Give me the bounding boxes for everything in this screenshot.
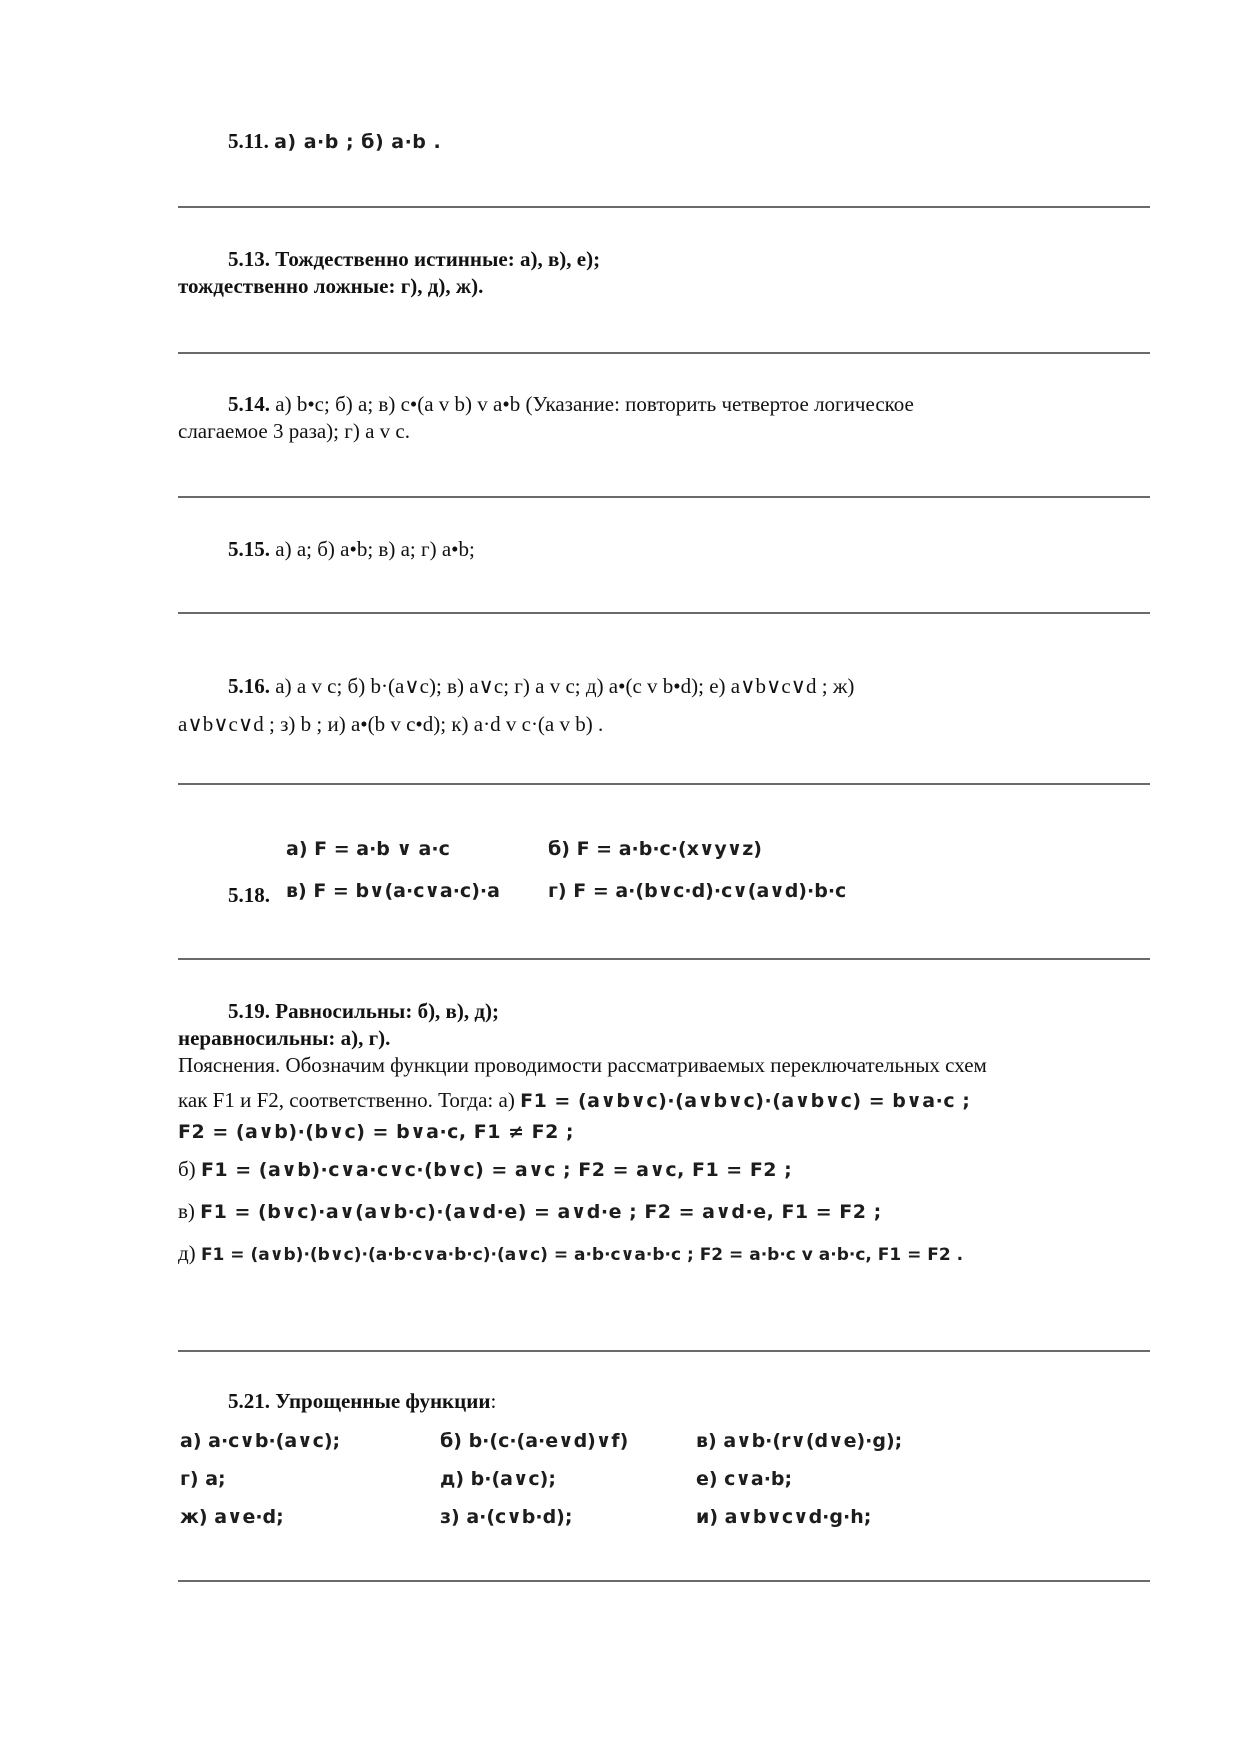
grid-cell: а) a·c∨b·(a∨c);: [180, 1430, 341, 1452]
grid-cell: ж) a∨e·d;: [180, 1506, 284, 1528]
answer-text: слагаемое 3 раза); г) a v c.: [178, 419, 411, 443]
divider: [178, 958, 1150, 960]
answer-text: а) b•c; б) a; в) c•(a v b) v a•b (Указание: повторить четвертое логическое: [275, 392, 914, 416]
colon: :: [490, 1389, 497, 1413]
formula-5-18-b: б) F = a·b·c·(x∨y∨z): [548, 838, 762, 860]
grid-cell: е) c∨a·b;: [696, 1468, 793, 1490]
formula-5-18-v: в) F = b∨(a·c∨a·c)·a: [286, 880, 500, 902]
answer-number: 5.11.: [228, 129, 269, 153]
grid-cell: д) b·(a∨c);: [440, 1468, 556, 1490]
formula: F1 = (a∨b)·(b∨c)·(a·b·c∨a·b·c)·(a∨c) = a·b·c∨a·b·c ; F2 = a·b·c v a·b·c, F1 = F2 .: [200, 1245, 964, 1265]
answer-text: a∨b∨c∨d ; з) b ; и) a•(b v c•d); к) a·d v c·(a v b) .: [178, 712, 604, 736]
answer-line: тождественно ложные: г), д), ж).: [178, 274, 484, 298]
item-label: б): [178, 1157, 196, 1181]
answer-5-19: [178, 998, 987, 1269]
answer-5-21: [178, 1388, 496, 1415]
answer-line: 5.13. Тождественно истинные: а), в), е);: [228, 247, 601, 271]
divider: [178, 496, 1150, 498]
grid-cell: з) a·(c∨b·d);: [440, 1506, 573, 1528]
divider: [178, 1350, 1150, 1352]
divider: [178, 612, 1150, 614]
divider: [178, 783, 1150, 785]
answer-5-11: [178, 128, 441, 156]
grid-cell: б) b·(c·(a·e∨d)∨f): [440, 1430, 629, 1452]
answer-number: 5.14.: [228, 392, 270, 416]
grid-cell: в) a∨b·(r∨(d∨e)·g);: [696, 1430, 903, 1452]
answer-number: 5.16.: [228, 674, 270, 698]
explanation-text: как F1 и F2, соответственно. Тогда: а): [178, 1088, 515, 1112]
grid-cell: и) a∨b∨c∨d·g·h;: [696, 1506, 872, 1528]
answer-5-14: [178, 391, 914, 445]
formula: F1 = (a∨b)·c∨a·c∨c·(b∨c) = a∨c ; F2 = a∨c, F1 = F2 ;: [200, 1159, 793, 1181]
formula: а) a·b ; б) a·b .: [274, 131, 442, 153]
answer-line: неравносильны: а), г).: [178, 1026, 391, 1050]
grid-cell: г) a;: [180, 1468, 226, 1490]
formula-5-18-a: а) F = a·b ∨ a·c: [286, 838, 450, 860]
formula-5-18-g: г) F = a·(b∨c·d)·c∨(a∨d)·b·c: [548, 880, 847, 902]
item-label: д): [178, 1241, 196, 1265]
divider: [178, 352, 1150, 354]
answer-title: 5.21. Упрощенные функции: [228, 1389, 491, 1413]
answer-5-16: [178, 667, 854, 743]
formula: F1 = (a∨b∨c)·(a∨b∨c)·(a∨b∨c) = b∨a·c ;: [520, 1090, 971, 1112]
answer-text: а) a; б) a•b; в) a; г) a•b;: [275, 537, 475, 561]
answer-5-13: [178, 246, 600, 300]
formula: F2 = (a∨b)·(b∨c) = b∨a·c, F1 ≠ F2 ;: [178, 1121, 575, 1143]
answer-number: 5.15.: [228, 537, 270, 561]
formula: F1 = (b∨c)·a∨(a∨b·c)·(a∨d·e) = a∨d·e ; F2 = a∨d·e, F1 = F2 ;: [200, 1201, 882, 1223]
explanation-text: Пояснения. Обозначим функции проводимости рассматриваемых переключательных схем: [178, 1053, 987, 1077]
answer-5-15: [178, 536, 475, 563]
answer-text: а) a v c; б) b·(a∨c); в) a∨c; г) a v c; д) a•(c v b•d); е) a∨b∨c∨d ; ж): [275, 674, 855, 698]
divider: [178, 206, 1150, 208]
item-label: в): [178, 1199, 195, 1223]
divider: [178, 1580, 1150, 1582]
answer-line: 5.19. Равносильны: б), в), д);: [228, 999, 500, 1023]
answer-number: 5.18.: [228, 883, 270, 907]
